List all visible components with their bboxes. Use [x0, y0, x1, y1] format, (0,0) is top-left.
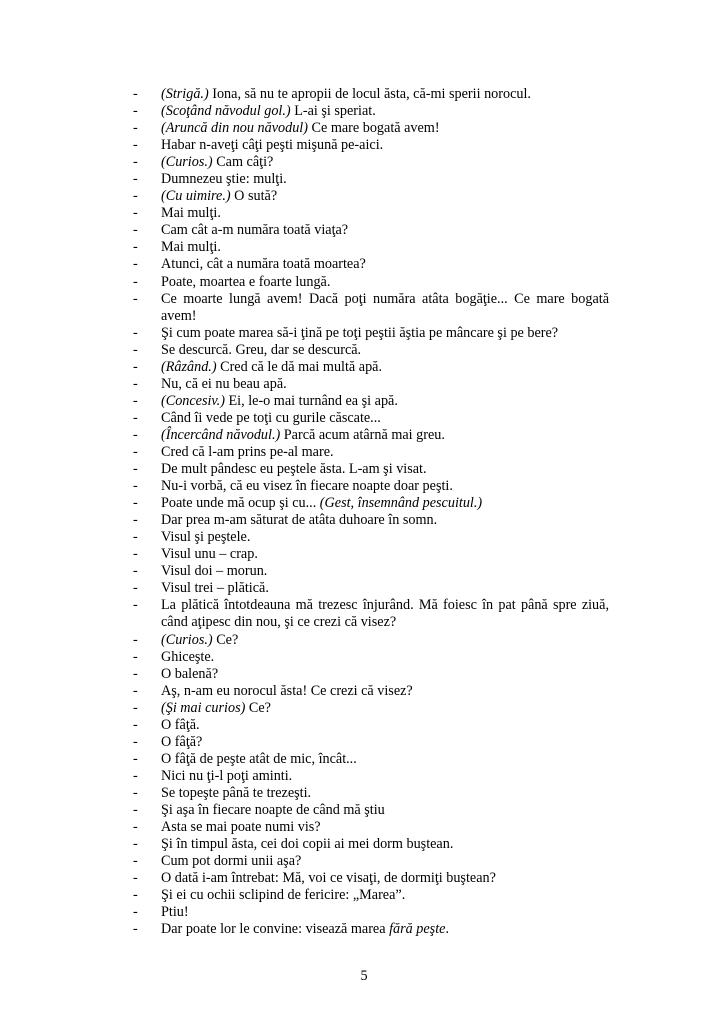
dialogue-line: [133, 444, 609, 461]
dialogue-text: Nici nu ţi-l poţi aminti.: [161, 767, 293, 784]
dialogue-line: [133, 512, 609, 529]
line-dash: -: [133, 921, 138, 938]
dialogue-line: [133, 103, 609, 120]
dialogue-text: Cam câţi?: [212, 154, 274, 171]
line-dash: -: [133, 409, 138, 426]
dialogue-text: Visul unu – crap.: [161, 546, 258, 563]
line-dash: -: [133, 86, 138, 102]
dialogue-text: O fâţă?: [161, 733, 203, 750]
dialogue-text: Ptiu!: [161, 904, 189, 921]
line-dash: -: [133, 478, 138, 495]
dialogue-line: [133, 410, 609, 427]
line-dash: -: [133, 256, 138, 273]
line-dash: -: [133, 205, 138, 222]
dialogue-text: Iona, să nu te apropii de locul ăsta, că-mi sperii norocul.: [208, 86, 531, 102]
dialogue-line: [133, 120, 609, 137]
dialogue-text: Asta se mai poate numi vis?: [161, 819, 321, 836]
dialogue-text: O dată i-am întrebat: Mă, voi ce visaţi, de dormiţi buştean?: [161, 870, 496, 887]
dialogue-line: [133, 205, 609, 222]
line-dash: -: [133, 273, 138, 290]
line-dash: -: [133, 733, 138, 750]
dialogue-line: [133, 171, 609, 188]
dialogue-line: [133, 546, 609, 563]
dialogue-line: [133, 802, 609, 819]
dialogue-text: Habar n-aveţi câţi peşti mişună pe-aici.: [161, 137, 384, 154]
dialogue-text: Poate unde mă ocup şi cu...: [161, 495, 320, 512]
stage-direction: (Gest, însemnând pescuitul.): [319, 495, 483, 512]
dialogue-line: [133, 649, 609, 666]
dialogue-text: O fâţă.: [161, 716, 200, 733]
line-dash: -: [133, 324, 138, 341]
dialogue-line: [133, 359, 609, 376]
dialogue-text: Când îi vede pe toţi cu gurile căscate...: [161, 409, 381, 426]
dialogue-text: Ce mare bogată avem!: [307, 120, 440, 137]
dialogue-line: [133, 887, 609, 904]
line-dash: -: [133, 137, 138, 154]
line-dash: -: [133, 529, 138, 546]
dialogue-text: Dar prea m-am săturat de atâta duhoare în somn.: [161, 512, 438, 529]
dialogue-text: Visul trei – plătică.: [161, 580, 269, 597]
line-dash: -: [133, 443, 138, 460]
stage-direction: (Concesiv.): [161, 392, 225, 409]
dialogue-text: .: [445, 921, 449, 938]
dialogue-line: [133, 683, 609, 700]
dialogue-line: [133, 717, 609, 734]
dialogue-line: [133, 870, 609, 887]
line-dash: -: [133, 631, 138, 648]
dialogue-text: Ce?: [212, 631, 239, 648]
line-dash: -: [133, 358, 138, 375]
line-dash: -: [133, 682, 138, 699]
dialogue-line: [133, 239, 609, 256]
dialogue-line: [133, 86, 609, 103]
stage-direction: (Curios.): [161, 154, 213, 171]
line-dash: -: [133, 750, 138, 767]
line-dash: -: [133, 341, 138, 358]
line-dash: -: [133, 597, 138, 614]
line-dash: -: [133, 563, 138, 580]
dialogue-line: [133, 785, 609, 802]
dialogue-text: Poate, moartea e foarte lungă.: [161, 273, 331, 290]
dialogue-line: [133, 393, 609, 410]
line-dash: -: [133, 392, 138, 409]
line-dash: -: [133, 784, 138, 801]
dialogue-text: Ce moarte lungă avem! Dacă poţi număra atâta bogăţie... Ce mare bogată avem!: [161, 290, 609, 324]
stage-direction: (Strigă.): [161, 86, 209, 102]
dialogue-text: L-ai şi speriat.: [290, 103, 376, 120]
dialogue-line: [133, 154, 609, 171]
dialogue-line: [133, 921, 609, 938]
dialogue-line: [133, 461, 609, 478]
dialogue-text: Ce?: [245, 699, 271, 716]
dialogue-text: Dar poate lor le convine: visează marea: [161, 921, 390, 938]
dialogue-text: Nu-i vorbă, că eu visez în fiecare noapte doar peşti.: [161, 478, 453, 495]
dialogue-line: [133, 751, 609, 768]
line-dash: -: [133, 188, 138, 205]
dialogue-text: O balenă?: [161, 665, 219, 682]
stage-direction: (Aruncă din nou năvodul): [161, 120, 308, 137]
line-dash: -: [133, 836, 138, 853]
dialogue-line: [133, 700, 609, 717]
dialogue-line: [133, 529, 609, 546]
dialogue-text: Visul şi peştele.: [161, 529, 251, 546]
dialogue-text: Nu, că ei nu beau apă.: [161, 375, 287, 392]
dialogue-text: Dumnezeu ştie: mulţi.: [161, 171, 287, 188]
dialogue-text: Ei, le-o mai turnând ea şi apă.: [224, 392, 398, 409]
line-dash: -: [133, 375, 138, 392]
dialogue-text: Se descurcă. Greu, dar se descurcă.: [161, 341, 362, 358]
stage-direction: fără peşte: [389, 921, 446, 938]
dialogue-line: [133, 734, 609, 751]
line-dash: -: [133, 546, 138, 563]
line-dash: -: [133, 716, 138, 733]
dialogue-text: Parcă acum atârnă mai greu.: [280, 426, 445, 443]
line-dash: -: [133, 171, 138, 188]
dialogue-text: Şi aşa în fiecare noapte de când mă ştiu: [161, 801, 385, 818]
dialogue-line: [133, 256, 609, 273]
line-dash: -: [133, 512, 138, 529]
dialogue-line: [133, 495, 609, 512]
stage-direction: (Şi mai curios): [161, 699, 246, 716]
dialogue-line: [133, 666, 609, 683]
stage-direction: (Curios.): [161, 631, 213, 648]
dialogue-line: [133, 376, 609, 393]
dialogue-lines: [133, 86, 609, 938]
line-dash: -: [133, 580, 138, 597]
line-dash: -: [133, 103, 138, 120]
line-dash: -: [133, 699, 138, 716]
dialogue-line: [133, 342, 609, 359]
dialogue-text: Şi ei cu ochii sclipind de fericire: „Marea”.: [161, 887, 406, 904]
page-number: 5: [360, 968, 368, 984]
dialogue-text: Ghiceşte.: [161, 648, 215, 665]
stage-direction: (Încercând năvodul.): [161, 426, 281, 443]
dialogue-text: Cred că l-am prins pe-al mare.: [161, 443, 334, 460]
dialogue-text: Aş, n-am eu norocul ăsta! Ce crezi că visez?: [161, 682, 413, 699]
stage-direction: (Scoţând năvodul gol.): [161, 103, 291, 120]
dialogue-text: Se topeşte până te trezeşti.: [161, 784, 312, 801]
dialogue-line: [133, 768, 609, 785]
dialogue-line: [133, 137, 609, 154]
dialogue-line: [133, 563, 609, 580]
dialogue-text: O fâţă de peşte atât de mic, încât...: [161, 750, 357, 767]
line-dash: -: [133, 426, 138, 443]
dialogue-line: [133, 291, 609, 325]
dialogue-text: Atunci, cât a număra toată moartea?: [161, 256, 366, 273]
dialogue-line: [133, 597, 609, 631]
line-dash: -: [133, 461, 138, 478]
dialogue-line: [133, 819, 609, 836]
line-dash: -: [133, 904, 138, 921]
dialogue-text: Mai mulţi.: [161, 239, 221, 256]
dialogue-line: [133, 853, 609, 870]
dialogue-text: Cred că le dă mai multă apă.: [216, 358, 383, 375]
line-dash: -: [133, 870, 138, 887]
line-dash: -: [133, 120, 138, 137]
dialogue-text: Cam cât a-m număra toată viaţa?: [161, 222, 349, 239]
dialogue-line: [133, 222, 609, 239]
line-dash: -: [133, 290, 138, 307]
dialogue-text: Şi în timpul ăsta, cei doi copii ai mei dorm buştean.: [161, 836, 454, 853]
line-dash: -: [133, 154, 138, 171]
line-dash: -: [133, 819, 138, 836]
line-dash: -: [133, 222, 138, 239]
dialogue-line: [133, 904, 609, 921]
dialogue-line: [133, 632, 609, 649]
dialogue-text: La plătică întotdeauna mă trezesc înjurând. Mă foiesc în pat până spre ziuă, când aţipesc din nou, şi ce crezi că visez?: [161, 597, 609, 631]
line-dash: -: [133, 853, 138, 870]
line-dash: -: [133, 887, 138, 904]
dialogue-line: [133, 427, 609, 444]
dialogue-line: [133, 836, 609, 853]
dialogue-text: O sută?: [230, 188, 278, 205]
dialogue-line: [133, 478, 609, 495]
dialogue-line: [133, 274, 609, 291]
stage-direction: (Râzând.): [161, 358, 217, 375]
line-dash: -: [133, 239, 138, 256]
line-dash: -: [133, 648, 138, 665]
line-dash: -: [133, 495, 138, 512]
dialogue-text: Cum pot dormi unii aşa?: [161, 853, 302, 870]
line-dash: -: [133, 665, 138, 682]
dialogue-line: [133, 188, 609, 205]
line-dash: -: [133, 767, 138, 784]
stage-direction: (Cu uimire.): [161, 188, 231, 205]
dialogue-text: Şi cum poate marea să-i ţină pe toţi peştii ăştia pe mâncare şi pe bere?: [161, 324, 559, 341]
dialogue-line: [133, 580, 609, 597]
dialogue-line: [133, 325, 609, 342]
dialogue-text: De mult pândesc eu peştele ăsta. L-am şi visat.: [161, 461, 427, 478]
line-dash: -: [133, 801, 138, 818]
dialogue-text: Visul doi – morun.: [161, 563, 268, 580]
dialogue-text: Mai mulţi.: [161, 205, 221, 222]
